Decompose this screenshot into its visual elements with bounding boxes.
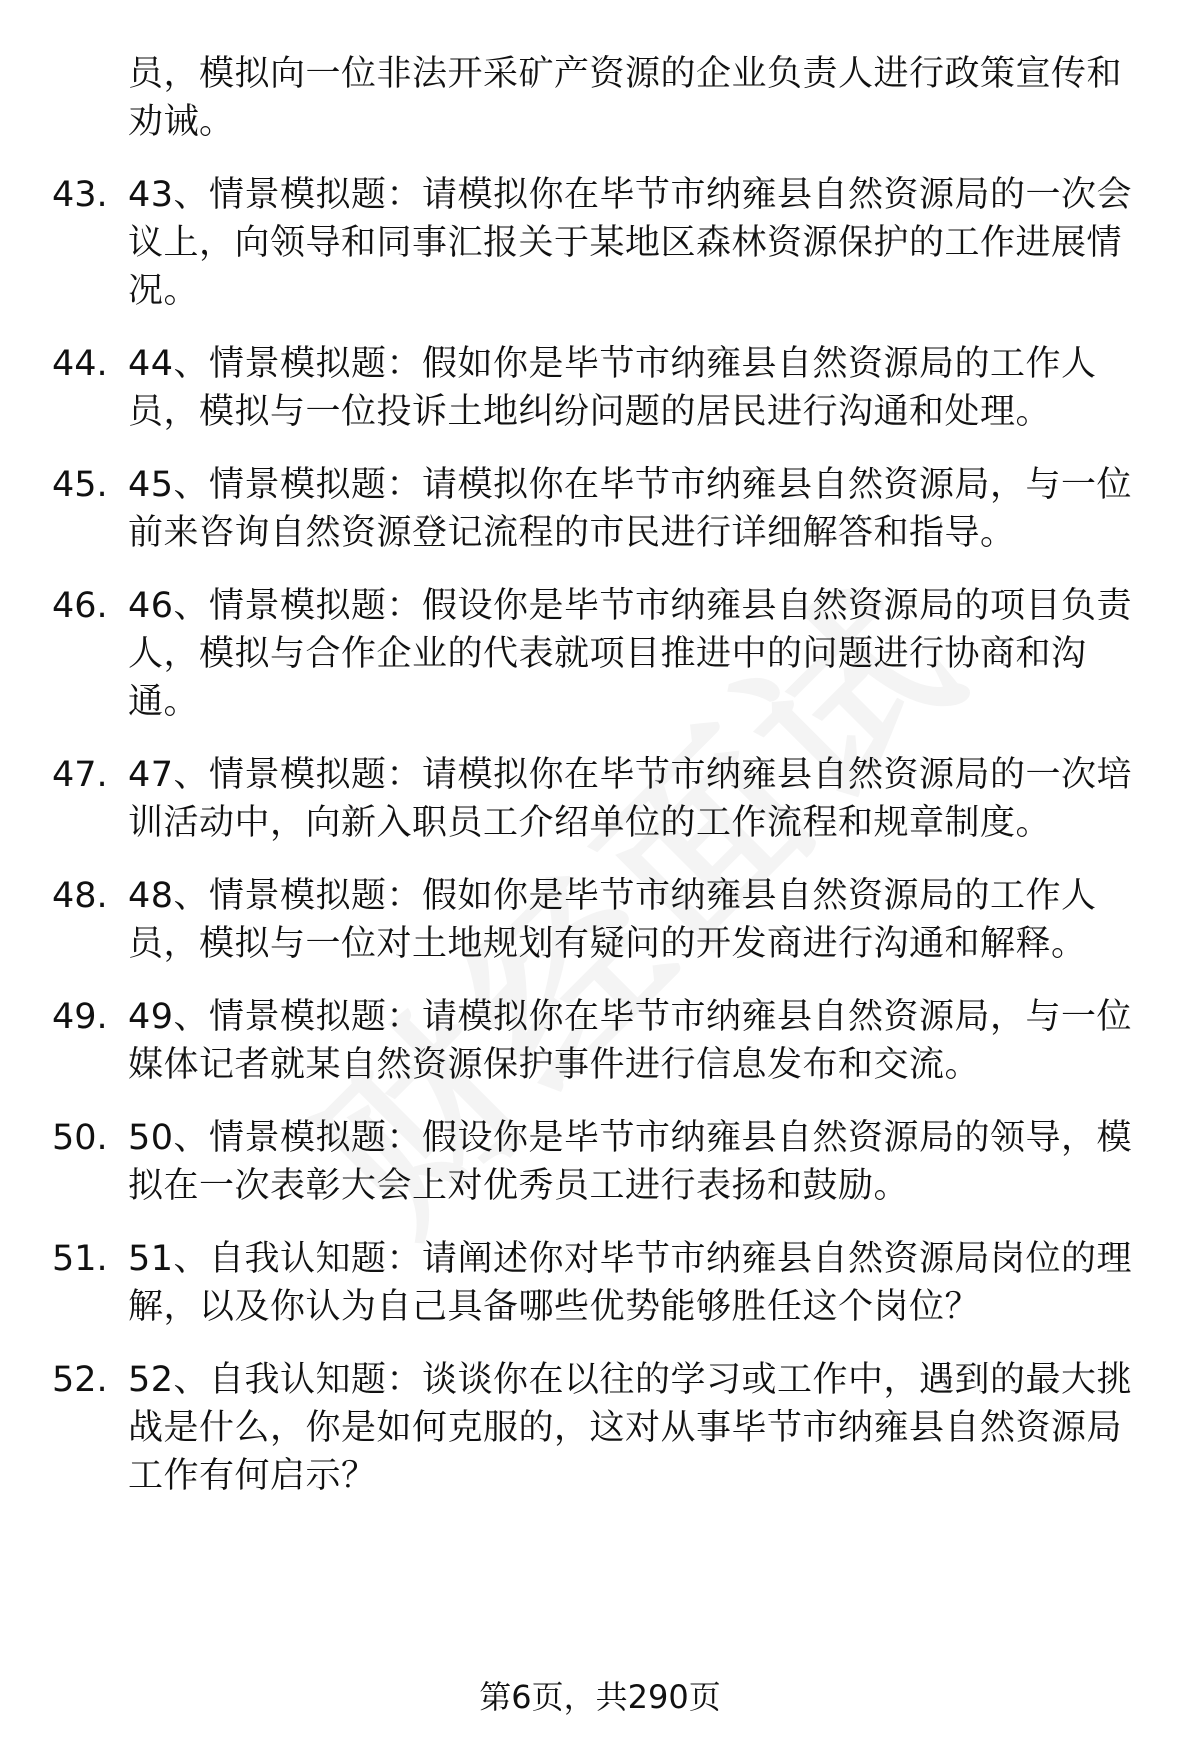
question-line: 49、情景模拟题：请模拟你在毕节市纳雍县自然资源局，与一位 (128, 997, 1133, 1037)
question-line: 工作有何启示？ (128, 1456, 377, 1496)
question-number: 46. (52, 586, 108, 626)
question-line: 45、情景模拟题：请模拟你在毕节市纳雍县自然资源局，与一位 (128, 465, 1133, 505)
question-line: 43、情景模拟题：请模拟你在毕节市纳雍县自然资源局的一次会 (128, 175, 1133, 215)
question-line: 战是什么，你是如何克服的，这对从事毕节市纳雍县自然资源局 (128, 1408, 1123, 1448)
question-number: 48. (52, 876, 108, 916)
question-line: 解，以及你认为自己具备哪些优势能够胜任这个岗位？ (128, 1287, 981, 1327)
question-line: 46、情景模拟题：假设你是毕节市纳雍县自然资源局的项目负责 (128, 586, 1133, 626)
continuation-line: 劝诫。 (128, 102, 235, 142)
question-line: 52、自我认知题：谈谈你在以往的学习或工作中，遇到的最大挑 (128, 1360, 1133, 1400)
question-line: 48、情景模拟题：假如你是毕节市纳雍县自然资源局的工作人 (128, 876, 1097, 916)
question-number: 44. (52, 344, 108, 384)
question-number: 51. (52, 1239, 108, 1279)
question-line: 前来咨询自然资源登记流程的市民进行详细解答和指导。 (128, 513, 1016, 553)
question-number: 47. (52, 755, 108, 795)
question-line: 51、自我认知题：请阐述你对毕节市纳雍县自然资源局岗位的理 (128, 1239, 1133, 1279)
question-number: 52. (52, 1360, 108, 1400)
question-line: 员，模拟与一位对土地规划有疑问的开发商进行沟通和解释。 (128, 924, 1087, 964)
question-line: 况。 (128, 271, 200, 311)
question-number: 43. (52, 175, 108, 215)
page-footer: 第6页，共290页 (479, 1678, 721, 1716)
question-number: 50. (52, 1118, 108, 1158)
question-line: 44、情景模拟题：假如你是毕节市纳雍县自然资源局的工作人 (128, 344, 1097, 384)
question-number: 49. (52, 997, 108, 1037)
question-line: 媒体记者就某自然资源保护事件进行信息发布和交流。 (128, 1045, 981, 1085)
question-line: 通。 (128, 682, 200, 722)
question-number: 45. (52, 465, 108, 505)
question-line: 员，模拟与一位投诉土地纠纷问题的居民进行沟通和处理。 (128, 392, 1052, 432)
continuation-line: 员，模拟向一位非法开采矿产资源的企业负责人进行政策宣传和 (128, 54, 1123, 94)
question-line: 50、情景模拟题：假设你是毕节市纳雍县自然资源局的领导，模 (128, 1118, 1133, 1158)
question-line: 人，模拟与合作企业的代表就项目推进中的问题进行协商和沟 (128, 634, 1087, 674)
question-line: 训活动中，向新入职员工介绍单位的工作流程和规章制度。 (128, 803, 1052, 843)
question-line: 47、情景模拟题：请模拟你在毕节市纳雍县自然资源局的一次培 (128, 755, 1133, 795)
question-line: 议上，向领导和同事汇报关于某地区森林资源保护的工作进展情 (128, 223, 1123, 263)
question-line: 拟在一次表彰大会上对优秀员工进行表扬和鼓励。 (128, 1166, 910, 1206)
